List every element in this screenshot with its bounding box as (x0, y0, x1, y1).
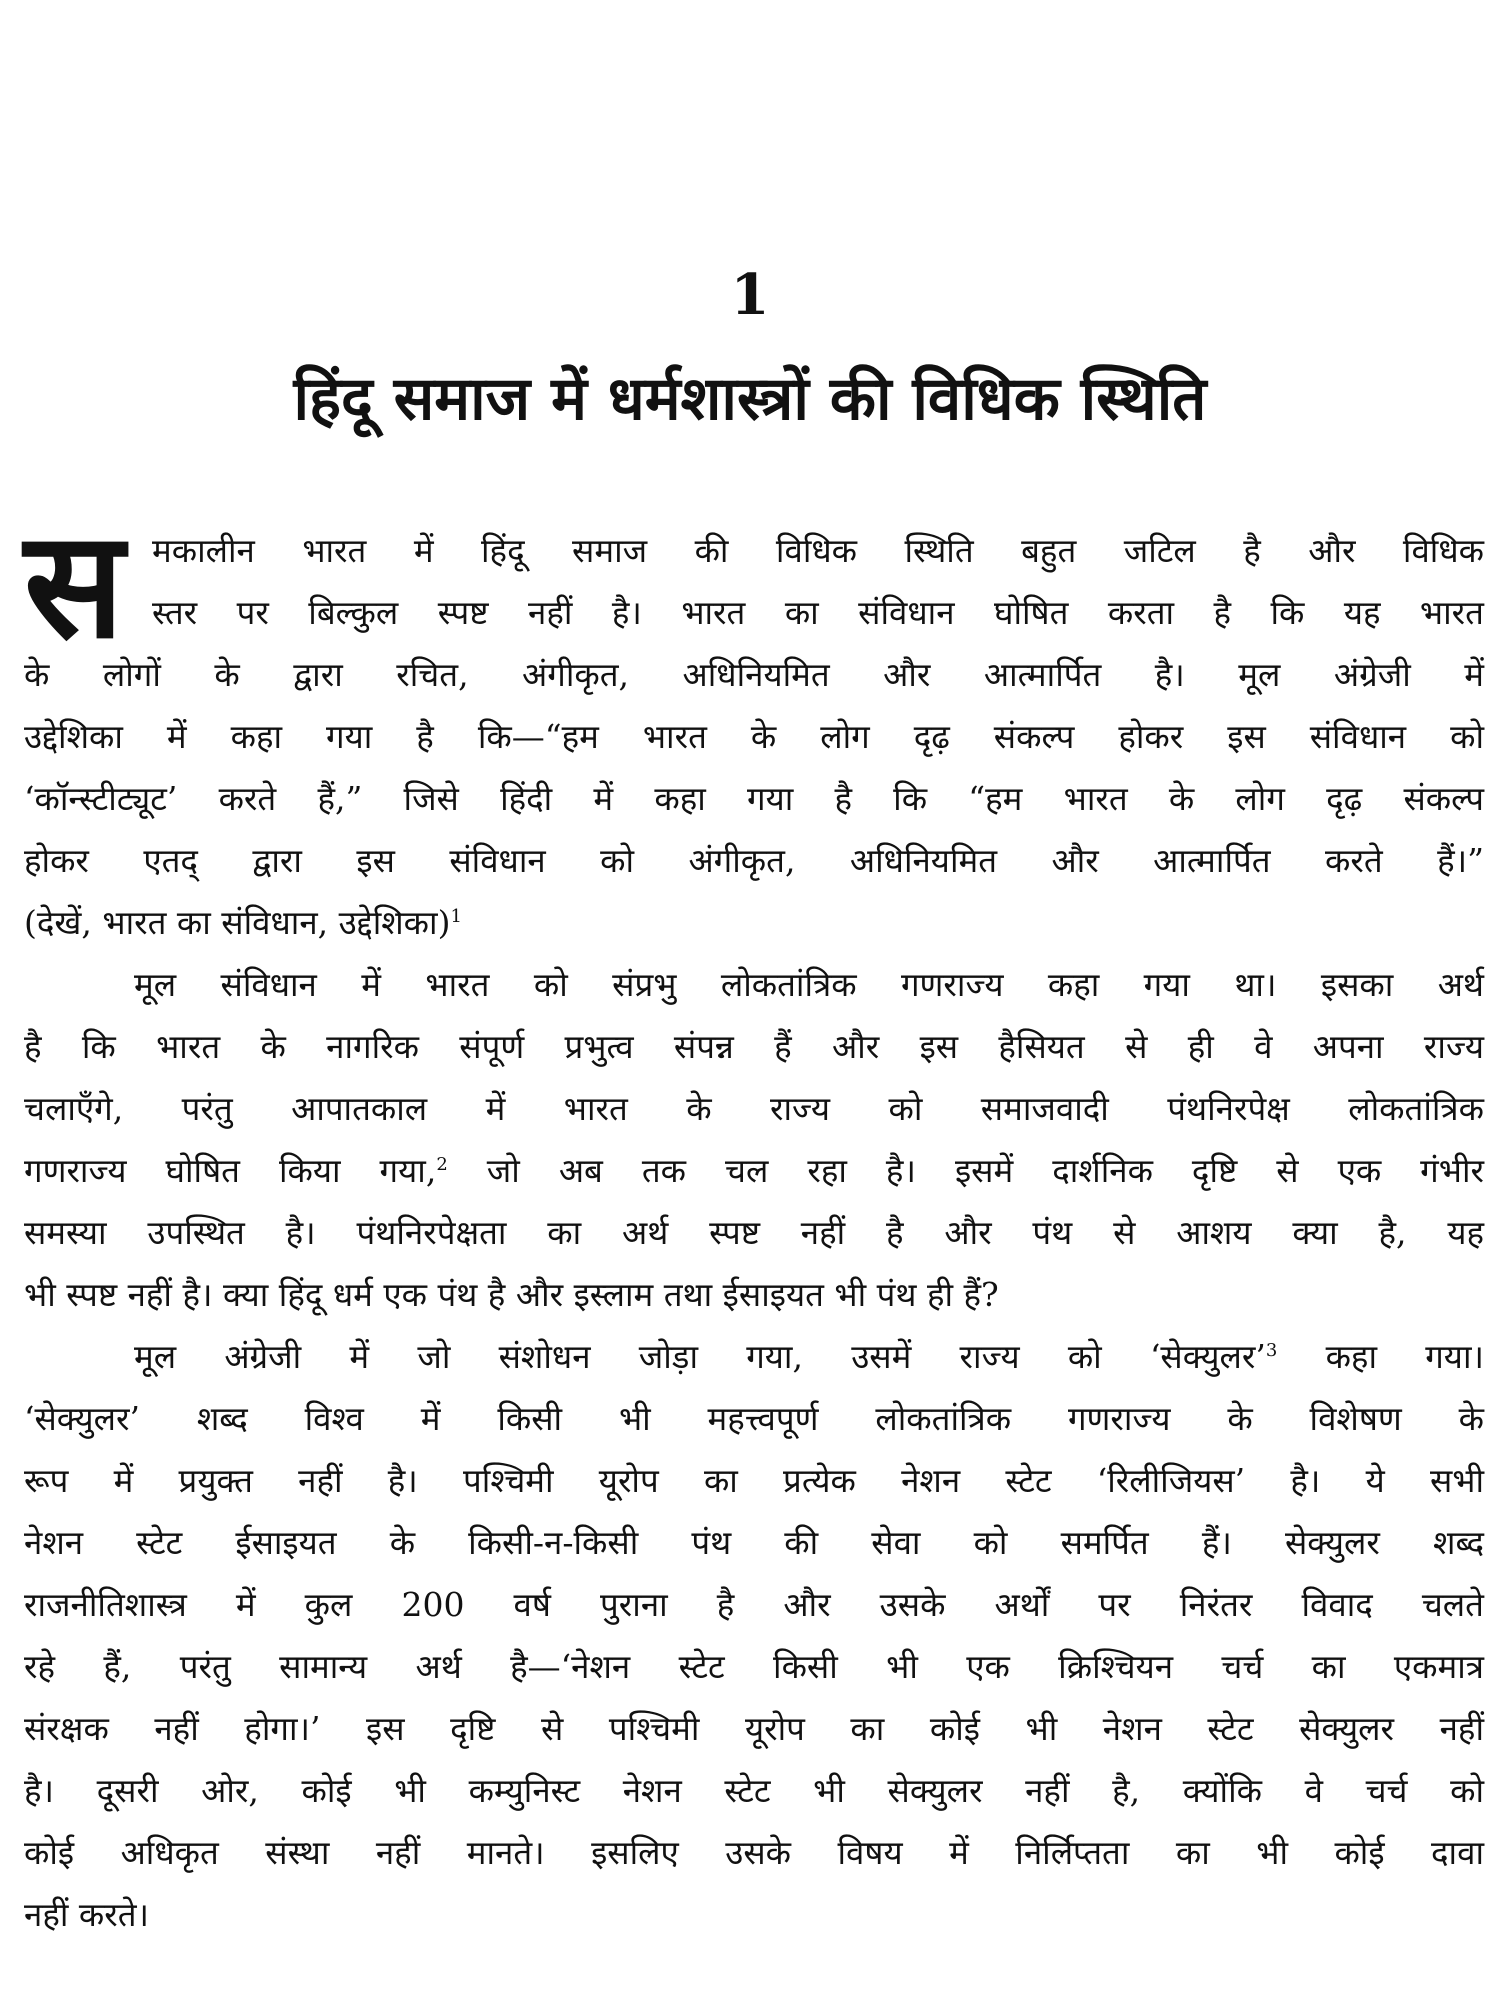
text-line: मूल संविधान में भारत को संप्रभु लोकतांत्रिक गणराज्य कहा गया था। इसका अर्थ (134, 965, 1484, 1004)
text-line: भी स्पष्ट नहीं है। क्या हिंदू धर्म एक पंथ है और इस्लाम तथा ईसाइयत भी पंथ ही हैं? (24, 1275, 999, 1314)
text-line: है। दूसरी ओर, कोई भी कम्युनिस्ट नेशन स्टेट भी सेक्युलर नहीं है, क्योंकि वे चर्च को (24, 1771, 1484, 1810)
chapter-title: हिंदू समाज में धर्मशास्त्रों की विधिक स्थिति (293, 364, 1207, 434)
text-fragment: (देखें, भारत का संविधान, उद्देशिका) (24, 903, 451, 942)
footnote-marker: 1 (450, 906, 462, 927)
text-line: रूप में प्रयुक्त नहीं है। पश्चिमी यूरोप का प्रत्येक नेशन स्टेट ‘रिलीजियस’ है। ये सभी (24, 1461, 1484, 1500)
text-line (24, 892, 1484, 954)
text-line: उद्देशिका में कहा गया है कि—“हम भारत के लोग दृढ़ संकल्प होकर इस संविधान को (24, 717, 1484, 756)
text-line: संरक्षक नहीं होगा।’ इस दृष्टि से पश्चिमी यूरोप का कोई भी नेशन स्टेट सेक्युलर नहीं (24, 1709, 1484, 1748)
text-line: है कि भारत के नागरिक संपूर्ण प्रभुत्व संपन्न हैं और इस हैसियत से ही वे अपना राज्य (24, 1027, 1484, 1066)
text-line: ‘सेक्युलर’ शब्द विश्व में किसी भी महत्त्वपूर्ण लोकतांत्रिक गणराज्य के विशेषण के (24, 1399, 1484, 1438)
footnote-marker: 3 (1265, 1340, 1278, 1361)
text-line (24, 1326, 1484, 1388)
text-line: राजनीतिशास्त्र में कुल 200 वर्ष पुराना है और उसके अर्थों पर निरंतर विवाद चलते (24, 1585, 1484, 1624)
chapter-body (24, 497, 1484, 1946)
text-line: होकर एतद् द्वारा इस संविधान को अंगीकृत, अधिनियमित और आत्मार्पित करते हैं।” (24, 841, 1484, 880)
drop-cap: स (24, 497, 125, 671)
text-fragment: जो अब तक चल रहा है। इसमें दार्शनिक दृष्टि से एक गंभीर (447, 1151, 1484, 1190)
text-line: रहे हैं, परंतु सामान्य अर्थ है—‘नेशन स्टेट किसी भी एक क्रिश्चियन चर्च का एकमात्र (24, 1647, 1484, 1686)
footnote-marker: 2 (436, 1154, 448, 1175)
text-line: के लोगों के द्वारा रचित, अंगीकृत, अधिनियमित और आत्मार्पित है। मूल अंग्रेजी में (24, 655, 1484, 694)
text-fragment: मूल अंग्रेजी में जो संशोधन जोड़ा गया, उसमें राज्य को ‘सेक्युलर’ (134, 1337, 1266, 1376)
drop-cap-container (24, 497, 152, 671)
text-line: मकालीन भारत में हिंदू समाज की विधिक स्थिति बहुत जटिल है और विधिक (152, 531, 1484, 570)
text-line: स्तर पर बिल्कुल स्पष्ट नहीं है। भारत का संविधान घोषित करता है कि यह भारत (152, 593, 1484, 632)
chapter-number: 1 (730, 262, 770, 328)
text-line: ‘कॉन्स्टीट्यूट’ करते हैं,” जिसे हिंदी में कहा गया है कि “हम भारत के लोग दृढ़ संकल्प (24, 779, 1484, 818)
text-line: समस्या उपस्थित है। पंथनिरपेक्षता का अर्थ स्पष्ट नहीं है और पंथ से आशय क्या है, यह (24, 1213, 1484, 1252)
text-line: नेशन स्टेट ईसाइयत के किसी-न-किसी पंथ की सेवा को समर्पित हैं। सेक्युलर शब्द (24, 1523, 1484, 1562)
text-line: कोई अधिकृत संस्था नहीं मानते। इसलिए उसके विषय में निर्लिप्तता का भी कोई दावा (24, 1833, 1484, 1872)
text-line: चलाएँगे, परंतु आपातकाल में भारत के राज्य को समाजवादी पंथनिरपेक्ष लोकतांत्रिक (24, 1089, 1484, 1128)
text-fragment: गणराज्य घोषित किया गया, (24, 1151, 437, 1190)
text-line: नहीं करते। (24, 1895, 150, 1934)
text-fragment: कहा गया। (1277, 1337, 1484, 1376)
text-line (24, 1140, 1484, 1202)
